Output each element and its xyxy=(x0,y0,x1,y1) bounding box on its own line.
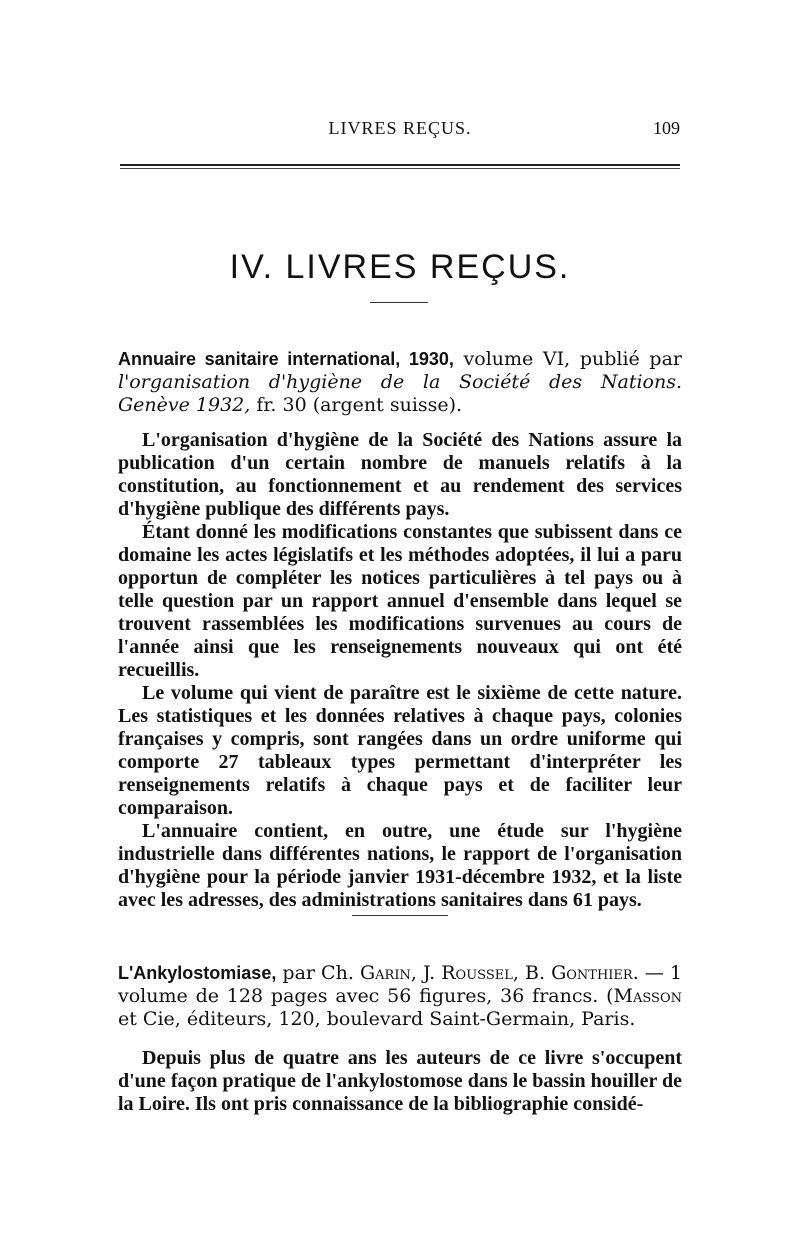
entry-details: , J. xyxy=(410,962,442,984)
entry-author: Roussel xyxy=(441,962,513,984)
entry-details: , B. xyxy=(512,962,552,984)
header-rule xyxy=(120,164,680,166)
entry-title: L'Ankylostomiase, xyxy=(118,963,277,983)
body-paragraph: Depuis plus de quatre ans les auteurs de ce livre s'occupent d'une façon pratique de l'ankylostomose dans le bassin houiller de la Loire. Ils ont pris connaissance de la bibliographie considé- xyxy=(118,1047,682,1115)
entry-details: volume VI, publié par xyxy=(453,348,682,370)
entry-publisher: Masson xyxy=(613,985,682,1007)
heading-rule xyxy=(370,302,428,303)
entry-body xyxy=(118,429,682,912)
header-rule-thin xyxy=(120,168,680,169)
running-head xyxy=(120,114,680,144)
entry-separator-rule xyxy=(352,915,448,916)
entry-title: Annuaire sanitaire international, 1930, xyxy=(118,349,454,369)
running-title: LIVRES REÇUS. xyxy=(328,118,472,138)
section-heading: IV. LIVRES REÇUS. xyxy=(229,248,571,286)
entry-author: Gonthier xyxy=(551,962,633,984)
book-entry-annuaire xyxy=(118,348,682,912)
entry-details: par Ch. xyxy=(276,962,360,984)
entry-citation xyxy=(118,348,682,417)
page-number: 109 xyxy=(653,118,680,138)
entry-citation xyxy=(118,962,682,1031)
body-paragraph: Étant donné les modifications constantes que subissent dans ce domaine les actes législatifs et les méthodes adoptées, il lui a paru opportun de compléter les notices particulières à tel pays ou à telle question par un rapport annuel d'ensemble dans lequel se trouvent rassemblées les modifications survenues au cours de l'année ainsi que les renseignements nouveaux qui ont été recueillis. xyxy=(118,521,682,681)
entry-body xyxy=(118,1047,682,1116)
body-paragraph: L'organisation d'hygiène de la Société des Nations assure la publication d'un certain nombre de manuels relatifs à la constitution, au fonctionnement et au rendement des services d'hygiène publique des différents pays. xyxy=(118,429,682,520)
body-paragraph: Le volume qui vient de paraître est le sixième de cette nature. Les statistiques et les données relatives à chaque pays, colonies françaises y compris, sont rangées dans un ordre uniforme qui comporte 27 tableaux types permettant d'interpréter les renseignements relatifs à chaque pays et de faciliter leur comparaison. xyxy=(118,682,682,819)
entry-price: fr. 30 (argent suisse). xyxy=(250,394,463,416)
entry-author: Garin xyxy=(359,962,411,984)
book-entry-ankylostomiase xyxy=(118,962,682,1116)
entry-details: . — 1 volume de 128 pages avec 56 figures, 36 francs. ( xyxy=(118,962,682,1007)
entry-details: et Cie, éditeurs, 120, boulevard Saint-Germain, Paris. xyxy=(118,1008,636,1030)
body-paragraph: L'annuaire contient, en outre, une étude sur l'hygiène industrielle dans différentes nations, le rapport de l'organisation d'hygiène pour la période janvier 1931-décembre 1932, et la liste avec les adresses, des administrations sanitaires dans 61 pays. xyxy=(118,820,682,911)
entry-publisher: l'organisation d'hygiène de la Société des Nations. Genève 1932, xyxy=(118,371,682,416)
